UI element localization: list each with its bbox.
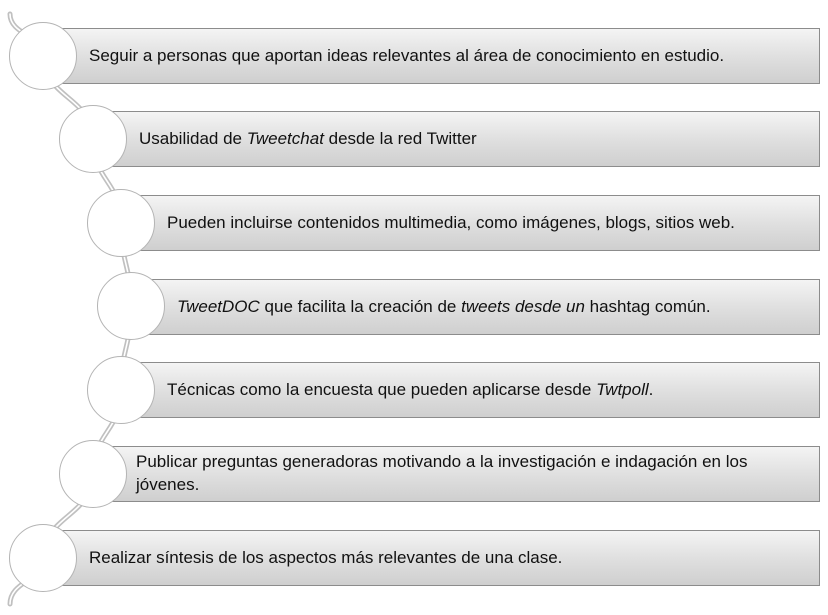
list-item-2-text [139,128,477,151]
list-item-6-text [136,451,809,497]
list-item-5-box [121,362,820,418]
list-item-1-box [43,28,820,84]
list-item-2-text-part: desde la red Twitter [323,128,477,148]
list-item-3-text-part: Pueden incluirse contenidos multimedia, como imágenes, blogs, sitios web. [167,212,735,232]
list-item-4-box [131,279,820,335]
list-item-3-circle [87,189,155,257]
list-item-6-circle [59,440,127,508]
list-item-1-text [89,45,724,68]
list-item-4-text-part: tweets desde un [461,296,585,316]
list-item-4-text-part: hashtag común. [584,296,711,316]
list-item-2-circle [59,105,127,173]
list-item-7-text [89,547,562,570]
list-item-6-box [93,446,820,502]
list-item-5-text [167,379,653,402]
list-item-7-text-part: Realizar síntesis de los aspectos más relevantes de una clase. [89,547,563,567]
list-item-3-box [121,195,820,251]
list-item-1-circle [9,22,77,90]
list-item-5-text-part: . [648,379,654,399]
list-item-3-text [167,212,735,235]
list-item-7-circle [9,524,77,592]
list-item-6-text-part: Publicar preguntas generadoras motivando a la investigación e indagación en los jóvenes. [136,452,748,494]
list-item-4-circle [97,272,165,340]
list-item-2-box [93,111,820,167]
list-item-5-circle [87,356,155,424]
list-item-4-text [177,296,711,319]
list-item-4-text-part: TweetDOC [177,296,260,316]
list-item-5-text-part: Técnicas como la encuesta que pueden aplicarse desde [167,379,597,399]
list-item-2-text-part: Usabilidad de [139,128,247,148]
list-item-2-text-part: Tweetchat [246,128,324,148]
list-item-1-text-part: Seguir a personas que aportan ideas relevantes al área de conocimiento en estudio. [89,45,725,65]
list-item-4-text-part: que facilita la creación de [259,296,462,316]
list-item-5-text-part: Twtpoll [596,379,649,399]
list-item-7-box [43,530,820,586]
